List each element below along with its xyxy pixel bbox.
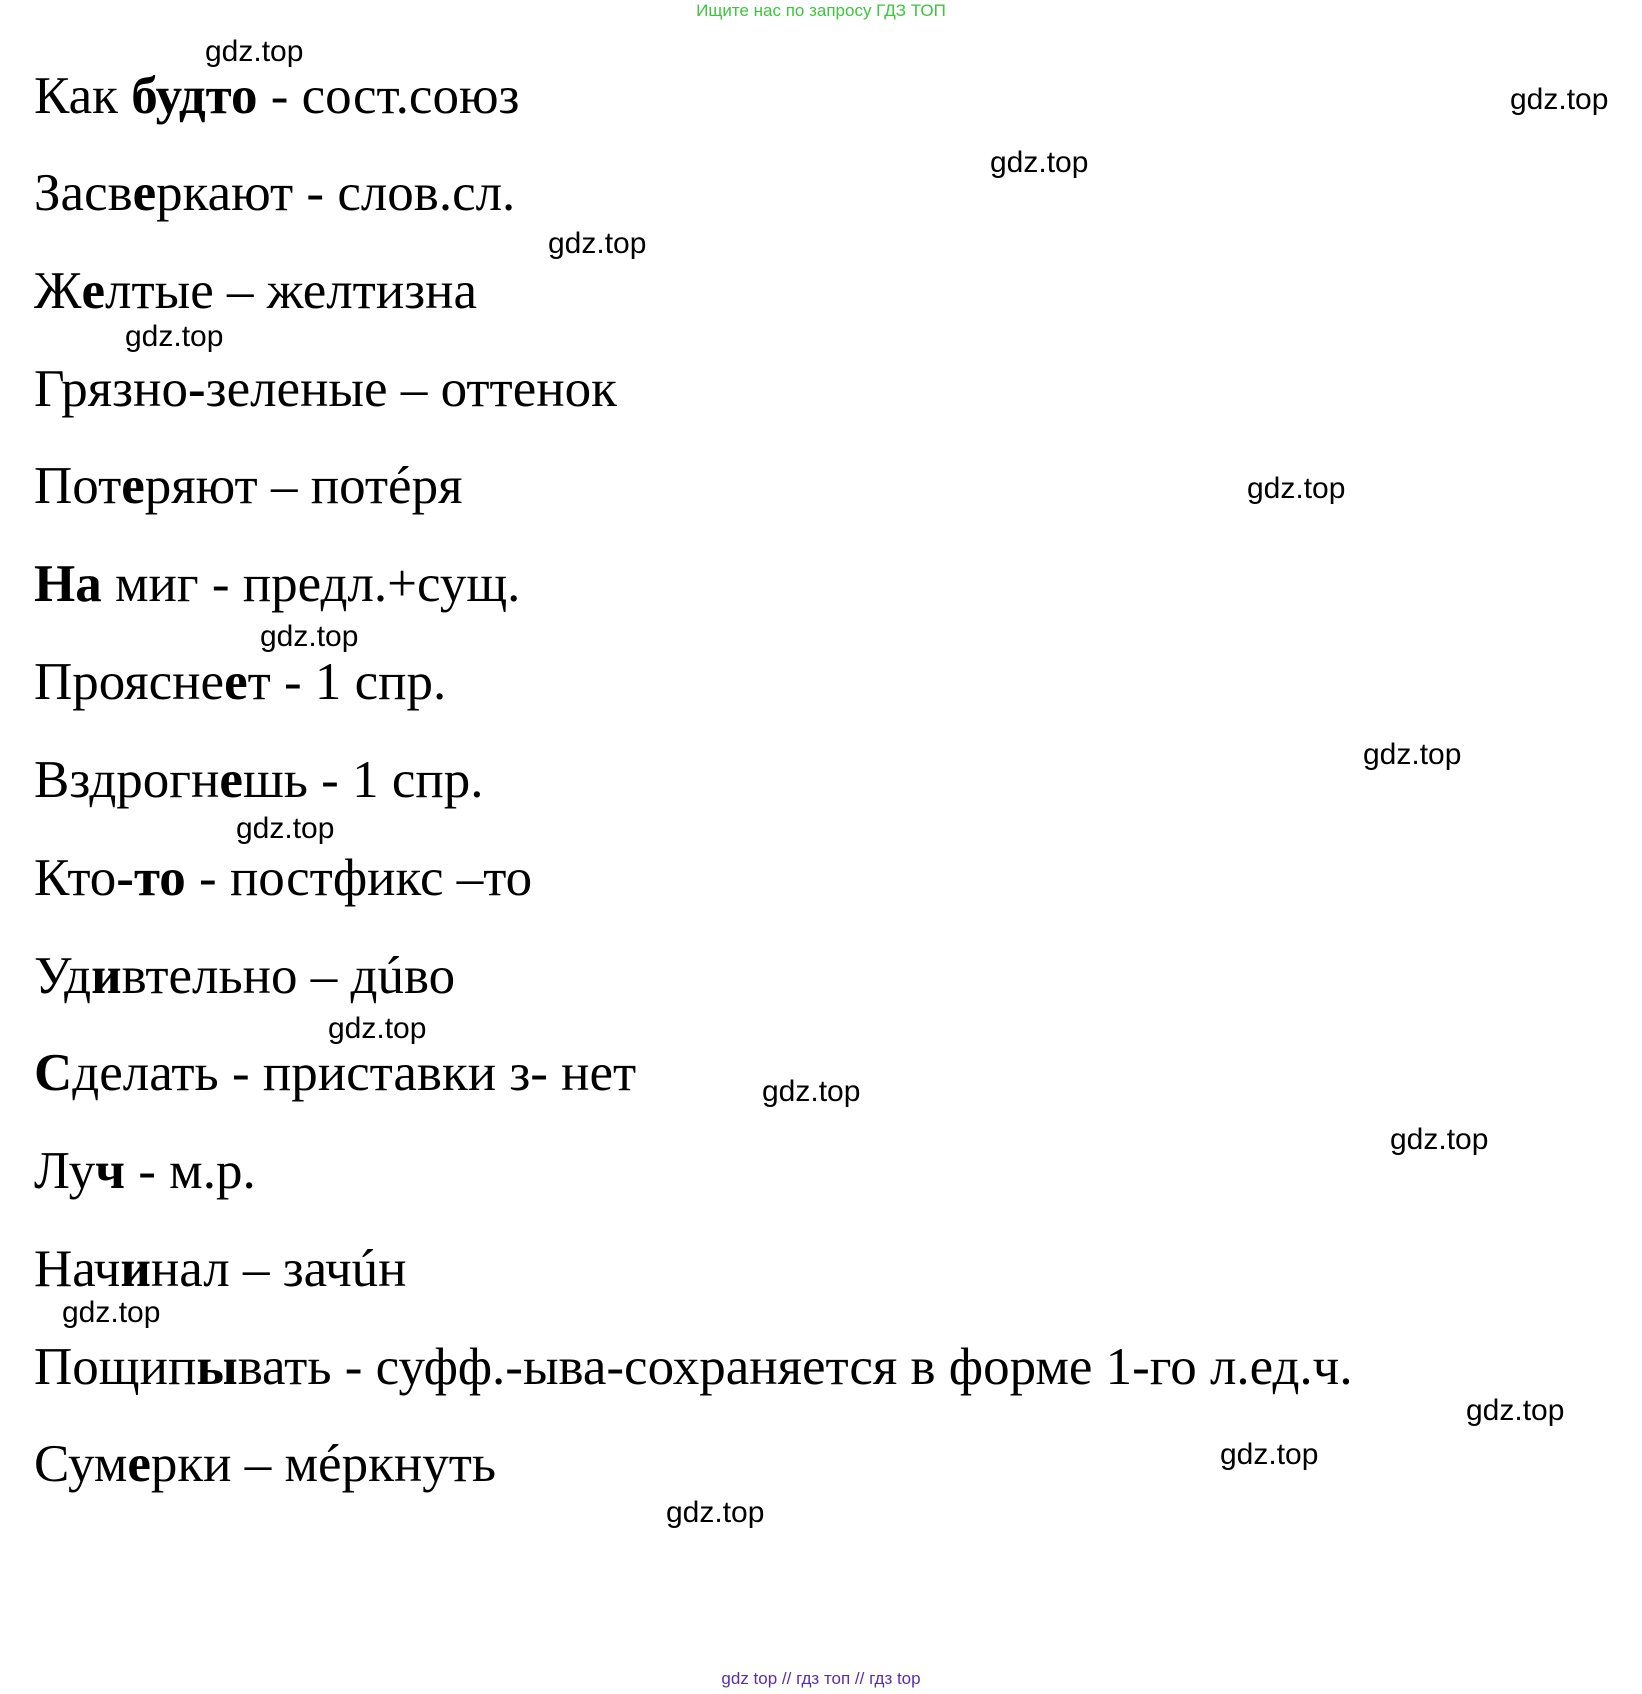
highlighted-letter: и bbox=[120, 1240, 151, 1298]
answer-line bbox=[34, 163, 515, 223]
watermark-text: gdz.top bbox=[762, 1075, 861, 1108]
line-text: зеленые – оттенок bbox=[205, 360, 617, 418]
line-text: ркают - слов.сл. bbox=[156, 164, 516, 222]
line-text: лтые – желтизна bbox=[105, 262, 478, 320]
search-hint-banner: Ищите нас по запросу ГДЗ ТОП bbox=[696, 1, 946, 20]
line-text: нал – зачúн bbox=[150, 1240, 407, 1298]
answer-line bbox=[34, 1141, 256, 1201]
highlighted-letter: -то bbox=[116, 849, 186, 907]
watermark-text: gdz.top bbox=[260, 620, 359, 653]
answer-line bbox=[34, 750, 483, 810]
highlighted-letter: - bbox=[187, 360, 206, 418]
watermark-text: gdz.top bbox=[666, 1496, 765, 1529]
answer-line bbox=[34, 1337, 1353, 1397]
line-text: Лу bbox=[34, 1142, 96, 1200]
watermark-text: gdz.top bbox=[236, 812, 335, 845]
highlighted-letter: е bbox=[121, 457, 145, 515]
watermark-text: gdz.top bbox=[1510, 83, 1609, 116]
highlighted-letter: и bbox=[91, 947, 122, 1005]
answer-line bbox=[34, 848, 532, 908]
watermark-text: gdz.top bbox=[205, 35, 304, 68]
line-text: Ж bbox=[34, 262, 82, 320]
line-text: делать - приставки з- нет bbox=[72, 1044, 637, 1102]
line-text: Прояснe bbox=[34, 653, 225, 711]
watermark-text: gdz.top bbox=[990, 146, 1089, 179]
line-text: Нач bbox=[34, 1240, 121, 1298]
line-text: Пот bbox=[34, 457, 122, 515]
answer-line bbox=[34, 359, 617, 419]
line-text: шь - 1 спр. bbox=[242, 751, 484, 809]
line-text: Как bbox=[34, 67, 132, 125]
highlighted-letter: е bbox=[127, 1435, 151, 1493]
line-text: Грязно bbox=[34, 360, 188, 418]
answer-line bbox=[34, 946, 455, 1006]
highlighted-letter: е bbox=[81, 262, 106, 320]
line-text: ряют – потéря bbox=[144, 457, 463, 515]
watermark-text: gdz.top bbox=[62, 1296, 161, 1329]
line-text: - сост.союз bbox=[257, 67, 520, 125]
watermark-text: gdz.top bbox=[1220, 1438, 1319, 1471]
answer-line bbox=[34, 66, 519, 126]
line-text: Уд bbox=[34, 947, 92, 1005]
watermark-text: gdz.top bbox=[1363, 738, 1462, 771]
watermark-text: gdz.top bbox=[548, 227, 647, 260]
answer-line bbox=[34, 1043, 636, 1103]
answer-line bbox=[34, 652, 446, 712]
highlighted-letter: е bbox=[224, 653, 248, 711]
answer-line bbox=[34, 1239, 407, 1299]
line-text: Вздрогн bbox=[34, 751, 220, 809]
line-text: Сум bbox=[34, 1435, 128, 1493]
highlighted-letter: На bbox=[34, 555, 102, 613]
watermark-text: gdz.top bbox=[328, 1012, 427, 1045]
answer-line bbox=[34, 261, 477, 321]
line-text: втельно – дúво bbox=[121, 947, 456, 1005]
highlighted-letter: С bbox=[34, 1044, 73, 1102]
line-text: Засв bbox=[34, 164, 133, 222]
line-text: - постфикс –то bbox=[185, 849, 533, 907]
watermark-text: gdz.top bbox=[125, 320, 224, 353]
line-text: рки – мéркнуть bbox=[150, 1435, 497, 1493]
answer-line bbox=[34, 1434, 496, 1494]
watermark-text: gdz.top bbox=[1466, 1394, 1565, 1427]
highlighted-letter: ы bbox=[196, 1338, 238, 1396]
footer-links: gdz top // гдз топ // гдз top bbox=[721, 1669, 921, 1688]
highlighted-letter: е bbox=[219, 751, 243, 809]
highlighted-letter: е bbox=[132, 164, 157, 222]
line-text: Кто bbox=[34, 849, 117, 907]
line-text: - м.р. bbox=[125, 1142, 256, 1200]
highlighted-letter: ч bbox=[95, 1142, 126, 1200]
highlighted-letter: будто bbox=[131, 67, 258, 125]
line-text: вать - суфф.-ыва-сохраняется в форме 1-го л.ед.ч. bbox=[237, 1338, 1353, 1396]
watermark-text: gdz.top bbox=[1390, 1123, 1489, 1156]
watermark-text: gdz.top bbox=[1247, 472, 1346, 505]
answer-line bbox=[34, 554, 520, 614]
line-text: миг - предл.+сущ. bbox=[101, 555, 521, 613]
line-text: Пощип bbox=[34, 1338, 197, 1396]
line-text: т - 1 спр. bbox=[247, 653, 447, 711]
answer-line bbox=[34, 456, 462, 516]
